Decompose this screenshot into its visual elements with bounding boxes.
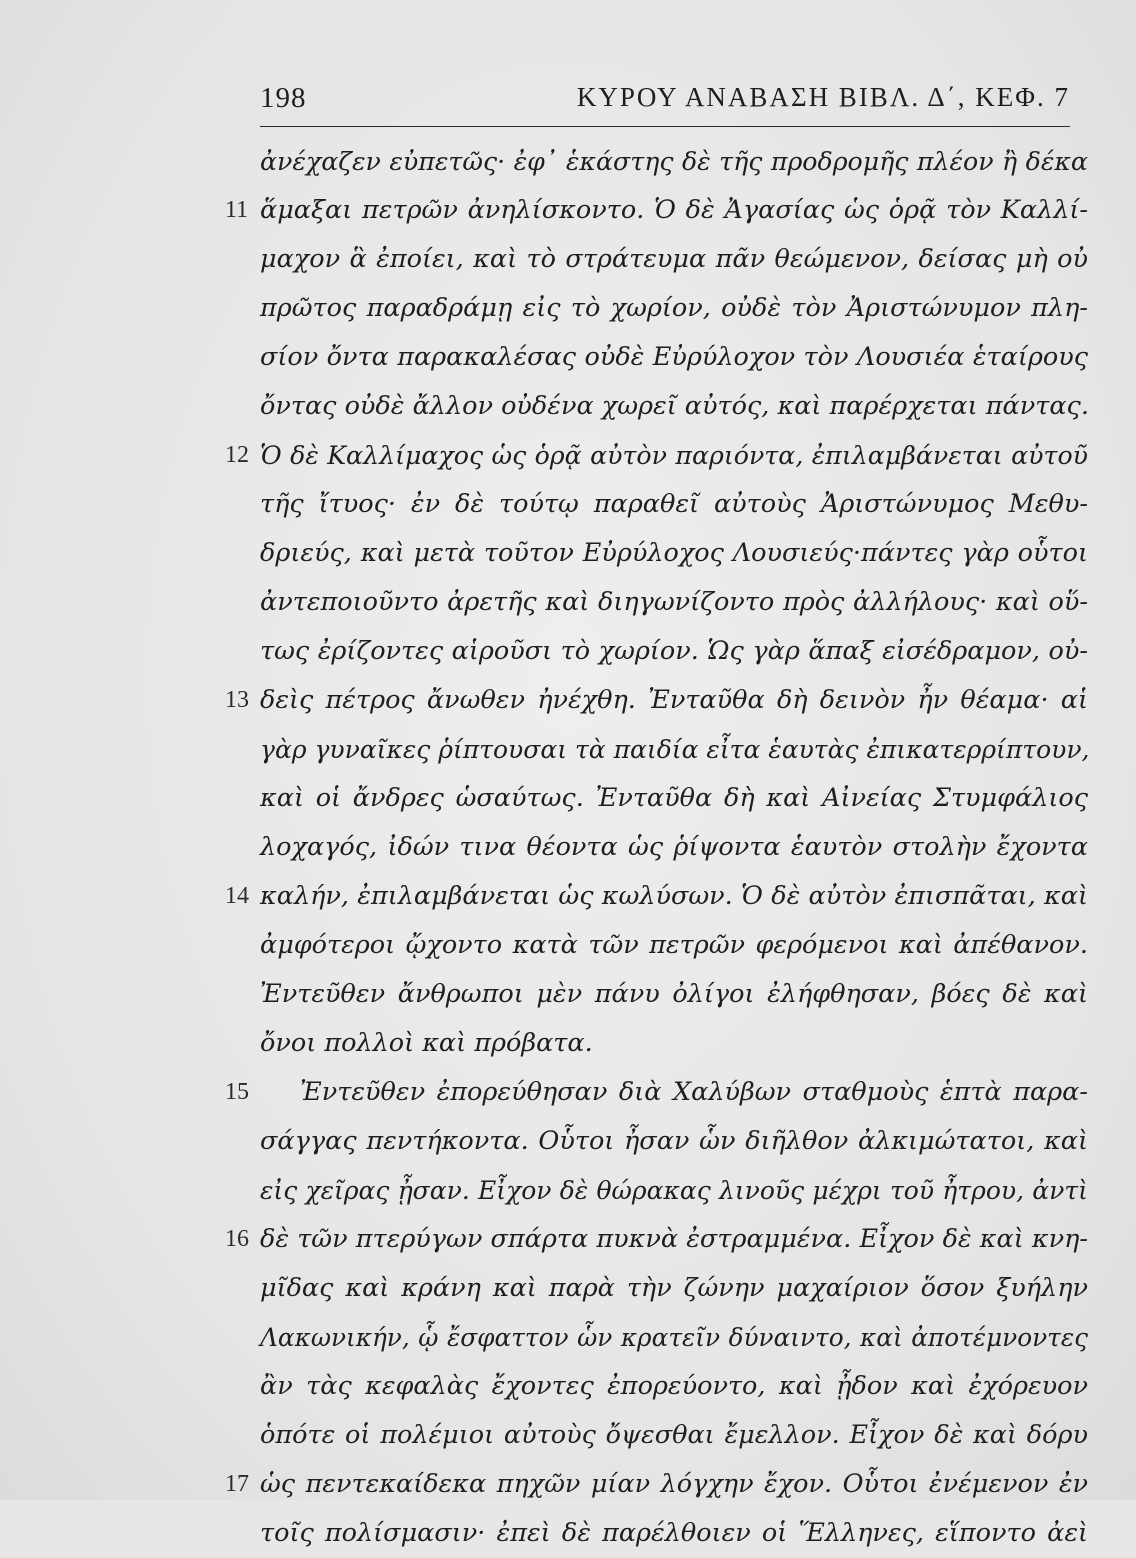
section-number: 15 (225, 1079, 249, 1105)
line-text: δριεύς, καὶ μετὰ τοῦτον Εὐρύλοχος Λουσιεύς·πάντες γὰρ οὗτοι (260, 538, 1088, 568)
text-line (0, 1411, 1136, 1460)
section-number: 11 (225, 197, 249, 223)
text-line (0, 725, 1136, 774)
text-line (0, 186, 1136, 235)
line-text: σίον ὄντα παρακαλέσας οὐδὲ Εὐρύλοχον τὸν Λουσιέα ἑταίρους (260, 342, 1088, 372)
text-line (0, 1068, 1136, 1117)
text-line (0, 137, 1136, 186)
line-text: ὄντας οὐδὲ ἄλλον οὐδένα χωρεῖ αὐτός, καὶ παρέρχεται πάντας. (260, 391, 1089, 421)
section-number: 17 (225, 1471, 249, 1497)
line-text: καὶ οἱ ἄνδρες ὡσαύτως. Ἐνταῦθα δὴ καὶ Αἰνείας Στυμφάλιος (260, 783, 1088, 813)
line-text: Ὁ δὲ Καλλίμαχος ὡς ὁρᾷ αὐτὸν παριόντα, ἐπιλαμβάνεται αὐτοῦ (260, 441, 1088, 470)
greek-text-block (0, 137, 1136, 1558)
section-number: 14 (225, 883, 249, 909)
text-line (0, 872, 1136, 921)
text-line (0, 1264, 1136, 1313)
text-line (0, 382, 1136, 431)
text-line (0, 1019, 1136, 1068)
section-number: 12 (225, 442, 249, 468)
line-text: εἰς χεῖρας ᾖσαν. Εἶχον δὲ θώρακας λινοῦς μέχρι τοῦ ἦτρου, ἀντὶ (260, 1176, 1088, 1205)
page-number: 198 (260, 82, 307, 114)
line-text: Λακωνικήν, ᾧ ἔσφαττον ὧν κρατεῖν δύναιντο, καὶ ἀποτέμνοντες (260, 1323, 1088, 1352)
line-text: Ἐντεῦθεν ἐπορεύθησαν διὰ Χαλύβων σταθμοὺς ἑπτὰ παρα- (300, 1077, 1088, 1107)
line-text: τοῖς πολίσμασιν· ἐπεὶ δὲ παρέλθοιεν οἱ Ἕλληνες, εἵποντο ἀεὶ (260, 1518, 1088, 1548)
line-text: Ἐντεῦθεν ἄνθρωποι μὲν πάνυ ὀλίγοι ἐλήφθησαν, βόες δὲ καὶ (260, 979, 1088, 1009)
text-line (0, 578, 1136, 627)
section-number: 13 (225, 687, 249, 713)
text-line (0, 529, 1136, 578)
text-line (0, 480, 1136, 529)
text-line (0, 1166, 1136, 1215)
text-line (0, 284, 1136, 333)
text-line (0, 1313, 1136, 1362)
text-line (0, 1509, 1136, 1558)
line-text: τως ἐρίζοντες αἱροῦσι τὸ χωρίον. Ὡς γὰρ ἅπαξ εἰσέδραμον, οὐ- (260, 636, 1088, 666)
line-text: μαχον ἃ ἐποίει, καὶ τὸ στράτευμα πᾶν θεώμενον, δείσας μὴ οὐ (260, 244, 1088, 274)
text-line (0, 823, 1136, 872)
text-line (0, 1117, 1136, 1166)
text-line (0, 1460, 1136, 1509)
line-text: καλήν, ἐπιλαμβάνεται ὡς κωλύσων. Ὁ δὲ αὐτὸν ἐπισπᾶται, καὶ (260, 881, 1088, 911)
text-line (0, 627, 1136, 676)
text-line (0, 333, 1136, 382)
text-line (0, 921, 1136, 970)
text-line (0, 774, 1136, 823)
text-line (0, 1362, 1136, 1411)
line-text: μῖδας καὶ κράνη καὶ παρὰ τὴν ζώνην μαχαίριον ὅσον ξυήλην (260, 1273, 1088, 1303)
text-line (0, 1215, 1136, 1264)
line-text: σάγγας πεντήκοντα. Οὗτοι ἦσαν ὧν διῆλθον ἀλκιμώτατοι, καὶ (260, 1126, 1088, 1156)
text-line (0, 235, 1136, 284)
text-line (0, 970, 1136, 1019)
header-rule (260, 126, 1070, 127)
line-text: πρῶτος παραδράμῃ εἰς τὸ χωρίον, οὐδὲ τὸν Ἀριστώνυμον πλη- (260, 293, 1088, 323)
section-number: 16 (225, 1226, 249, 1252)
line-text: ἀντεποιοῦντο ἀρετῆς καὶ διηγωνίζοντο πρὸς ἀλλήλους· καὶ οὕ- (260, 587, 1088, 617)
line-text: ἀνέχαζεν εὐπετῶς· ἐφ᾽ ἑκάστης δὲ τῆς προδρομῆς πλέον ἢ δέκα (260, 147, 1088, 176)
line-text: γὰρ γυναῖκες ῥίπτουσαι τὰ παιδία εἶτα ἑαυτὰς ἐπικατερρίπτουν, (260, 735, 1090, 764)
line-text: ὄνοι πολλοὶ καὶ πρόβατα. (260, 1028, 593, 1058)
line-text: ἀμφότεροι ᾤχοντο κατὰ τῶν πετρῶν φερόμενοι καὶ ἀπέθανον. (260, 930, 1088, 960)
line-text: τῆς ἴτυος· ἐν δὲ τούτῳ παραθεῖ αὐτοὺς Ἀριστώνυμος Μεθυ- (260, 489, 1088, 519)
line-text: ἂν τὰς κεφαλὰς ἔχοντες ἐπορεύοντο, καὶ ᾖδον καὶ ἐχόρευον (260, 1371, 1088, 1401)
line-text: ὡς πεντεκαίδεκα πηχῶν μίαν λόγχην ἔχον. Οὗτοι ἐνέμενον ἐν (260, 1469, 1088, 1499)
line-text: ἅμαξαι πετρῶν ἀνηλίσκοντο. Ὁ δὲ Ἀγασίας ὡς ὁρᾷ τὸν Καλλί- (260, 195, 1088, 225)
line-text: δὲ τῶν πτερύγων σπάρτα πυκνὰ ἐστραμμένα. Εἶχον δὲ καὶ κνη- (260, 1224, 1088, 1254)
text-line (0, 431, 1136, 480)
line-text: λοχαγός, ἰδών τινα θέοντα ὡς ῥίψοντα ἑαυτὸν στολὴν ἔχοντα (260, 832, 1088, 862)
text-line (0, 676, 1136, 725)
running-head: ΚΥΡΟΥ ΑΝΑΒΑΣΗ ΒΙΒΛ. Δ΄, ΚΕΦ. 7 (576, 82, 1070, 112)
line-text: ὁπότε οἱ πολέμιοι αὐτοὺς ὄψεσθαι ἔμελλον. Εἶχον δὲ καὶ δόρυ (260, 1420, 1088, 1450)
line-text: δεὶς πέτρος ἄνωθεν ἠνέχθη. Ἐνταῦθα δὴ δεινὸν ἦν θέαμα· αἱ (260, 685, 1088, 715)
page-header (0, 82, 1136, 122)
